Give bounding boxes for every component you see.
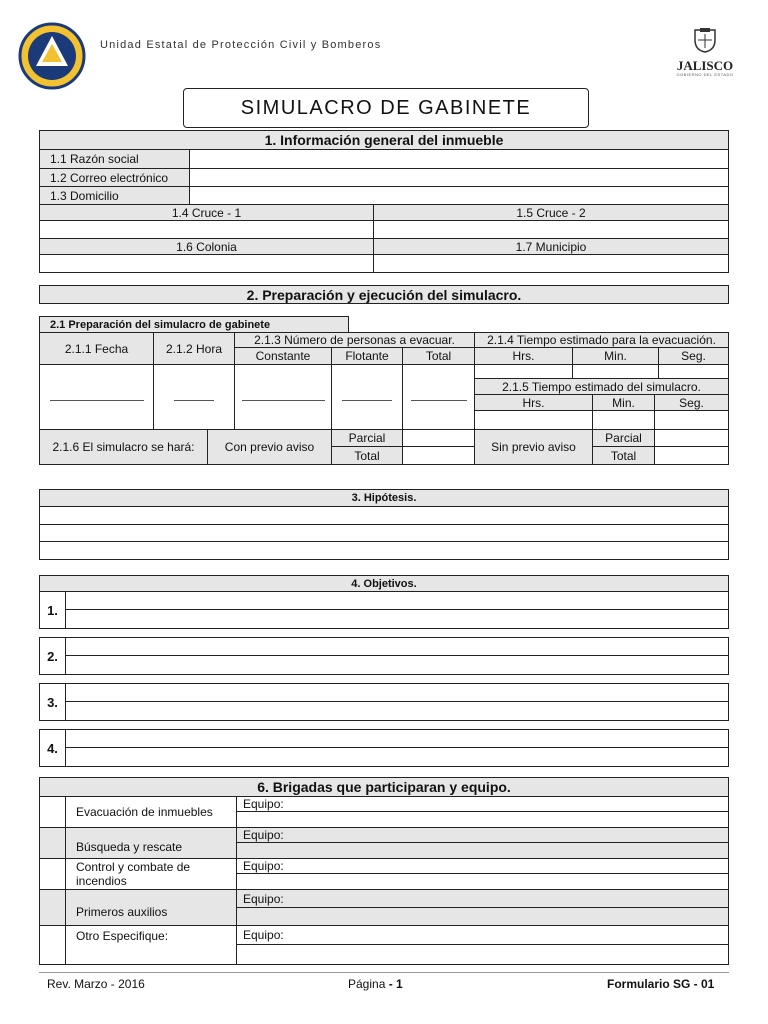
footer-page-number: - 1 — [388, 977, 403, 991]
constante-underline — [242, 400, 325, 401]
page-title: SIMULACRO DE GABINETE — [240, 96, 532, 119]
section-objetivos-3 — [39, 683, 729, 721]
field-hrs-sim[interactable] — [475, 411, 593, 430]
section-hipotesis — [39, 489, 729, 560]
label-colonia: 1.6 Colonia — [40, 239, 374, 255]
field-parcial-sin[interactable] — [655, 430, 728, 447]
label-con-aviso: Con previo aviso — [208, 430, 332, 464]
field-domicilio[interactable] — [190, 187, 728, 205]
brigada-4-marker[interactable] — [40, 890, 66, 926]
label-parcial-con: Parcial — [332, 430, 403, 447]
label-hora: 2.1.2 Hora — [154, 333, 235, 365]
objetivo-3-line-1[interactable] — [66, 684, 728, 702]
section-4-title: 4. Objetivos. — [40, 576, 728, 592]
objetivo-3-line-2[interactable] — [66, 702, 728, 720]
label-min-evac: Min. — [573, 348, 659, 365]
flotante-underline — [342, 400, 392, 401]
label-fecha: 2.1.1 Fecha — [40, 333, 154, 365]
section-3-title: 3. Hipótesis. — [40, 490, 728, 507]
brigada-busqueda-label: Búsqueda y rescate — [66, 828, 237, 859]
section-objetivos-1 — [39, 575, 729, 629]
brigada-3-equipo-field[interactable] — [237, 874, 728, 890]
brigada-4-equipo-field[interactable] — [237, 908, 728, 926]
objetivo-number-2: 2. — [40, 638, 66, 674]
label-tiempo-sim: 2.1.5 Tiempo estimado del simulacro. — [475, 379, 728, 395]
field-cruce-2[interactable] — [374, 221, 728, 239]
brigada-3-equipo-label: Equipo: — [237, 859, 728, 874]
objetivo-4-line-2[interactable] — [66, 748, 728, 766]
label-seg-sim: Seg. — [655, 395, 728, 411]
brigada-incendios-label: Control y combate de incendios — [66, 859, 237, 890]
section-2-title: 2. Preparación y ejecución del simulacro. — [246, 286, 522, 303]
jalisco-logo — [672, 24, 738, 78]
brigada-5-marker[interactable] — [40, 926, 66, 964]
brigada-3-marker[interactable] — [40, 859, 66, 890]
footer-form-id: Formulario SG - 01 — [607, 977, 715, 991]
label-cruce-1: 1.4 Cruce - 1 — [40, 205, 374, 221]
label-hrs-sim: Hrs. — [475, 395, 593, 411]
field-hrs-evac[interactable] — [475, 365, 573, 379]
field-total-con[interactable] — [403, 447, 475, 464]
hipotesis-line-2[interactable] — [40, 525, 728, 542]
label-cruce-2: 1.5 Cruce - 2 — [374, 205, 728, 221]
title-box — [183, 88, 589, 128]
label-razon-social: 1.1 Razón social — [40, 150, 190, 169]
label-total-personas: Total — [403, 348, 475, 365]
label-constante: Constante — [235, 348, 332, 365]
label-seg-evac: Seg. — [659, 348, 728, 365]
objetivo-number-4: 4. — [40, 730, 66, 766]
section-brigadas — [39, 777, 729, 965]
label-min-sim: Min. — [593, 395, 655, 411]
footer-revision: Rev. Marzo - 2016 — [47, 977, 145, 991]
brigada-auxilios-label: Primeros auxilios — [66, 890, 237, 926]
field-seg-sim[interactable] — [655, 411, 728, 430]
section-objetivos-2 — [39, 637, 729, 675]
field-fecha[interactable] — [40, 365, 154, 430]
fecha-underline — [50, 400, 144, 401]
field-total-personas[interactable] — [403, 365, 475, 430]
brigada-5-equipo-field[interactable] — [237, 945, 728, 964]
label-se-hara: 2.1.6 El simulacro se hará: — [40, 430, 208, 464]
hipotesis-line-1[interactable] — [40, 507, 728, 525]
brigada-1-equipo-field[interactable] — [237, 812, 728, 828]
label-municipio: 1.7 Municipio — [374, 239, 728, 255]
field-correo[interactable] — [190, 169, 728, 187]
protection-civil-logo — [18, 22, 86, 90]
field-seg-evac[interactable] — [659, 365, 728, 379]
field-flotante[interactable] — [332, 365, 403, 430]
brigada-1-equipo-label: Equipo: — [237, 797, 728, 812]
subsection-2-1 — [39, 316, 349, 332]
section-objetivos-4 — [39, 729, 729, 767]
field-min-evac[interactable] — [573, 365, 659, 379]
objetivo-2-line-1[interactable] — [66, 638, 728, 656]
section-2-title-box — [39, 285, 729, 304]
coat-of-arms-icon — [690, 24, 720, 54]
label-tiempo-evac: 2.1.4 Tiempo estimado para la evacuación. — [475, 333, 728, 348]
footer-page-label: Página — [348, 977, 386, 991]
field-min-sim[interactable] — [593, 411, 655, 430]
field-hora[interactable] — [154, 365, 235, 430]
brigada-5-equipo-label: Equipo: — [237, 926, 728, 945]
objetivo-number-1: 1. — [40, 592, 66, 628]
brigada-2-equipo-label: Equipo: — [237, 828, 728, 843]
subsection-2-1-title: 2.1 Preparación del simulacro de gabinete — [50, 318, 271, 331]
label-hrs-evac: Hrs. — [475, 348, 573, 365]
footer-page — [348, 977, 403, 991]
brigada-2-equipo-field[interactable] — [237, 843, 728, 859]
label-flotante: Flotante — [332, 348, 403, 365]
label-domicilio: 1.3 Domicilio — [40, 187, 190, 205]
objetivo-4-line-1[interactable] — [66, 730, 728, 748]
field-colonia[interactable] — [40, 255, 374, 272]
brigada-2-marker[interactable] — [40, 828, 66, 859]
objetivo-1-line-1[interactable] — [66, 592, 728, 610]
field-total-sin[interactable] — [655, 447, 728, 464]
label-correo: 1.2 Correo electrónico — [40, 169, 190, 187]
prep-table — [39, 332, 729, 465]
brigada-4-equipo-label: Equipo: — [237, 890, 728, 908]
label-personas: 2.1.3 Número de personas a evacuar. — [235, 333, 475, 348]
brigada-evacuacion-label: Evacuación de inmuebles — [66, 797, 237, 828]
org-name: Unidad Estatal de Protección Civil y Bomberos — [100, 39, 382, 51]
brigada-1-marker[interactable] — [40, 797, 66, 828]
section-general-info — [39, 130, 729, 273]
field-constante[interactable] — [235, 365, 332, 430]
brigada-otro-label: Otro Especifique: — [66, 926, 237, 964]
hipotesis-line-3[interactable] — [40, 542, 728, 559]
section-6-title: 6. Brigadas que participaran y equipo. — [40, 778, 728, 797]
label-parcial-sin: Parcial — [593, 430, 655, 447]
objetivo-number-3: 3. — [40, 684, 66, 720]
field-parcial-con[interactable] — [403, 430, 475, 447]
jalisco-subtitle: GOBIERNO DEL ESTADO — [676, 72, 734, 77]
label-sin-aviso: Sin previo aviso — [475, 430, 593, 464]
objetivo-2-line-2[interactable] — [66, 656, 728, 674]
label-total-con: Total — [332, 447, 403, 464]
footer-divider — [39, 972, 729, 973]
hora-underline — [174, 400, 214, 401]
field-municipio[interactable] — [374, 255, 728, 272]
objetivo-1-line-2[interactable] — [66, 610, 728, 628]
section-1-title: 1. Información general del inmueble — [40, 131, 728, 150]
field-razon-social[interactable] — [190, 150, 728, 169]
total-underline — [411, 400, 467, 401]
jalisco-wordmark: JALISCO — [676, 58, 734, 73]
field-cruce-1[interactable] — [40, 221, 374, 239]
label-total-sin: Total — [593, 447, 655, 464]
